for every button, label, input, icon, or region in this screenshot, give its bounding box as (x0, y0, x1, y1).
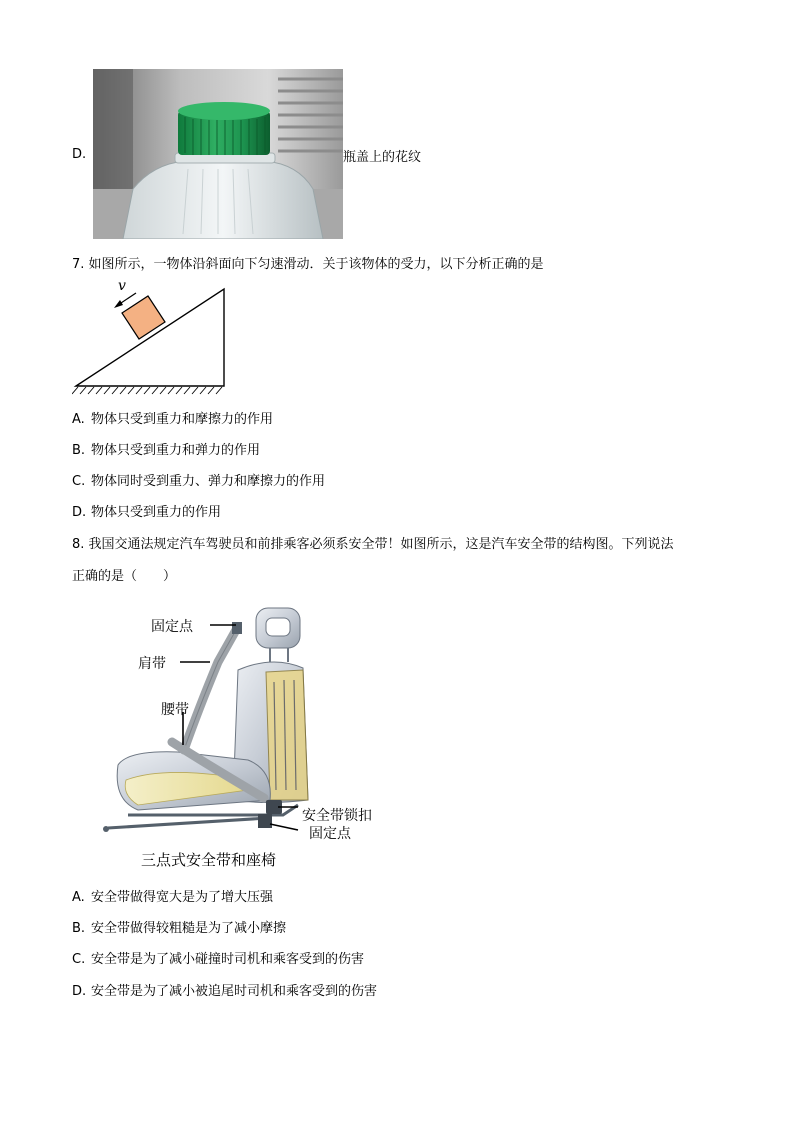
option-label: B. (72, 921, 86, 936)
option-text: 安全带是为了减小碰撞时司机和乘客受到的伤害 (91, 952, 365, 967)
velocity-label: v (118, 278, 126, 294)
option-text: 安全带是为了减小被追尾时司机和乘客受到的伤害 (91, 984, 378, 999)
option-label: D. (72, 505, 87, 520)
option-text: 物体同时受到重力、弹力和摩擦力的作用 (91, 474, 326, 489)
q6-option-d-text: 瓶盖上的花纹 (343, 150, 422, 165)
label-buckle: 安全带锁扣 (302, 808, 372, 824)
q7-stem: 7. 如图所示，一物体沿斜面向下匀速滑动．关于该物体的受力，以下分析正确的是 (72, 257, 544, 272)
label-fixed-point-bottom: 固定点 (309, 826, 351, 842)
option-text: 安全带做得较粗糙是为了减小摩擦 (91, 921, 287, 936)
label-shoulder-belt: 肩带 (138, 656, 166, 672)
q7-option-a (72, 411, 273, 429)
option-text: 物体只受到重力的作用 (91, 505, 222, 520)
label-lap-belt: 腰带 (161, 702, 189, 718)
q6-option-d-label: D. (72, 147, 87, 162)
seatbelt-diagram (98, 600, 398, 872)
q8-option-d (72, 983, 377, 1001)
option-label: C. (72, 952, 86, 967)
option-label: A. (72, 890, 85, 905)
q7-option-d (72, 504, 221, 522)
option-text: 物体只受到重力和弹力的作用 (91, 443, 261, 458)
option-label: A. (72, 412, 85, 427)
q8-option-a (72, 889, 273, 907)
q8-stem-line1: 8. 我国交通法规定汽车驾驶员和前排乘客必须系安全带！如图所示，这是汽车安全带的结构图。下列说法 (72, 537, 674, 552)
option-label: D. (72, 984, 87, 999)
label-fixed-point-top: 固定点 (151, 619, 193, 635)
q7-option-b (72, 442, 260, 460)
q8-option-b (72, 920, 286, 938)
incline-diagram (72, 277, 232, 397)
q7-option-c (72, 473, 325, 491)
option-label: B. (72, 443, 86, 458)
figure-caption: 三点式安全带和座椅 (141, 851, 277, 869)
q8-stem-line2: 正确的是（ ） (72, 569, 177, 584)
bottle-cap-photo (93, 69, 343, 239)
option-text: 物体只受到重力和摩擦力的作用 (91, 412, 274, 427)
option-text: 安全带做得宽大是为了增大压强 (91, 890, 274, 905)
option-label: C. (72, 474, 86, 489)
q8-option-c (72, 951, 364, 969)
